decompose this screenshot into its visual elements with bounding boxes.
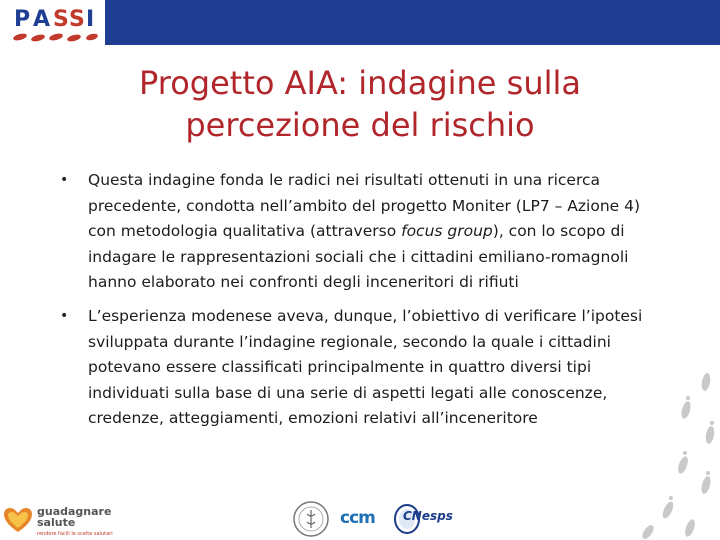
gs-line3: rendere facili le scelte salutari [37, 531, 113, 537]
gs-line2: salute [37, 516, 76, 529]
passi-logo [6, 2, 104, 44]
svg-text:A: A [33, 7, 51, 32]
bullet-1-text [88, 171, 640, 291]
bullet-marker: • [60, 172, 69, 188]
title-line-2: percezione del rischio [185, 106, 535, 144]
svg-text:S: S [53, 7, 69, 32]
gs-line1: guadagnare [37, 505, 112, 518]
svg-text:P: P [14, 7, 31, 32]
bullet-1-part1: Questa indagine fonda le radici nei risultati ottenuti in una ricerca precedente, condotta nell’ambito del progetto Moniter (LP7 – Azione 4) con metodologia qualitativa (attraverso [88, 171, 641, 241]
header-band [105, 0, 720, 45]
bullet-list [58, 168, 668, 440]
slide-title [60, 62, 660, 146]
svg-text:S: S [69, 7, 85, 32]
title-line-1: Progetto AIA: indagine sulla [139, 64, 581, 102]
bullet-marker: • [60, 307, 69, 324]
bullet-item-1 [58, 168, 668, 296]
bullet-2-text: L’esperienza modenese aveva, dunque, l’obiettivo di verificare l’ipotesi sviluppata durante l’indagine regionale, secondo la quale i cittadini potevano essere classificati principalmente in quattro diversi tipi individuati sulla base di una serie di aspetti legati alle conoscenze, credenze, atteggiamenti, emozioni relativi all’inceneritore [88, 306, 643, 428]
bullet-1-italic: focus group [401, 222, 493, 241]
bullet-1-part2: ), con lo scopo di indagare le rappresentazioni sociali che i cittadini emiliano-romagnoli hanno elaborato nei confronti degli inceneritori di rifiuti [88, 222, 629, 292]
heart-logo-icon [2, 506, 34, 534]
svg-text:I: I [86, 7, 95, 32]
bullet-item-2 [58, 304, 668, 432]
footprints-decoration [628, 360, 720, 540]
ministry-seal-icon [292, 500, 330, 538]
ccm-text: ccm [340, 508, 375, 528]
cnesps-text: CNesps [403, 509, 453, 523]
